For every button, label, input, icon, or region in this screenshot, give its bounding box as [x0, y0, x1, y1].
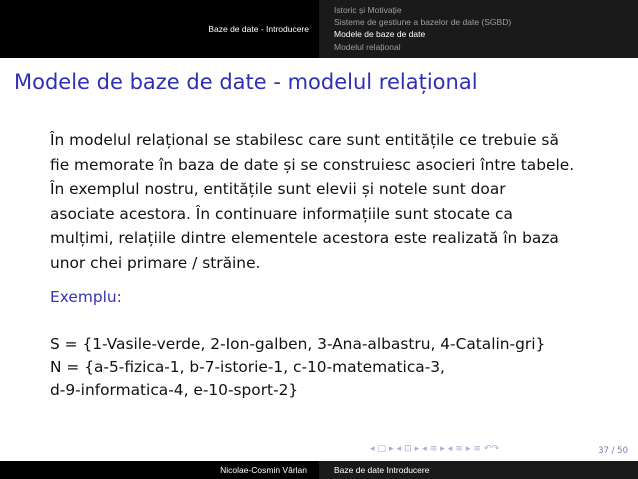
header-bar [0, 0, 638, 58]
next-frame-icon[interactable]: ▸ [414, 444, 420, 454]
header-toc-panel [319, 0, 638, 58]
paragraph-line: asociate acestora. În continuare informațiile sunt stocate ca [50, 204, 513, 223]
slide-icon[interactable]: □ [377, 444, 387, 454]
toc-item-modele[interactable]: Modele de baze de date [334, 29, 426, 40]
section-icon[interactable]: ≡ [455, 444, 463, 454]
page-number: 37 / 50 [598, 446, 628, 456]
next-subsection-icon[interactable]: ▸ [440, 444, 445, 454]
example-heading: Exemplu: [50, 288, 122, 306]
subsection-icon[interactable]: ≡ [429, 444, 438, 454]
toc-item-sgbd[interactable]: Sisteme de gestiune a bazelor de date (SGBD) [334, 17, 512, 28]
paragraph-line: În modelul relațional se stabilesc care sunt entitățile ce trebuie să [50, 131, 559, 149]
footer-bar [0, 461, 638, 479]
prev-subsection-icon[interactable]: ◂ [422, 444, 427, 454]
paragraph-line: mulțimi, relațiile dintre elementele acestora este realizată în baza [50, 229, 559, 247]
header-section-title-panel [0, 0, 319, 58]
header-short-title[interactable]: Baze de date - Introducere [208, 24, 309, 34]
set-line-s: S = {1-Vasile-verde, 2-Ion-galben, 3-Ana-albastru, 4-Catalin-gri} [50, 335, 546, 353]
prev-section-icon[interactable]: ◂ [447, 444, 453, 454]
paragraph-line: fie memorate în baza de date și se construiesc asocieri între tabele. [50, 155, 575, 174]
prev-frame-icon[interactable]: ◂ [396, 444, 402, 454]
toc-item-istoric[interactable]: Istoric și Motivație [334, 5, 402, 15]
footer-short-title: Baze de date Introducere [334, 465, 430, 475]
paragraph-line: unor chei primare / străine. [50, 253, 261, 272]
set-line-n-continued: d-9-informatica-4, e-10-sport-2} [50, 381, 299, 399]
footer-author-panel [0, 461, 319, 479]
footer-author: Nicolae-Cosmin Vârlan [220, 465, 307, 475]
footer-title-panel [319, 461, 638, 479]
back-forward-icon[interactable]: ↶↷ [483, 444, 500, 454]
next-section-icon[interactable]: ▸ [465, 444, 471, 454]
paragraph-line: În exemplul nostru, entitățile sunt elevii și notele sunt doar [50, 180, 506, 198]
body-paragraph [50, 128, 610, 275]
set-line-n: N = {a-5-fizica-1, b-7-istorie-1, c-10-matematica-3, [50, 358, 445, 376]
navigation-symbols [370, 441, 499, 457]
example-sets [50, 333, 545, 402]
frame-icon[interactable]: ⊡ [404, 444, 412, 454]
prev-slide-icon[interactable]: ◂ [370, 444, 375, 454]
document-icon[interactable]: ≡ [473, 444, 481, 454]
frame-title: Modele de baze de date - modelul relațional [14, 70, 478, 94]
next-slide-icon[interactable]: ▸ [389, 444, 394, 454]
toc-item-relational[interactable]: Modelul relațional [334, 41, 401, 52]
